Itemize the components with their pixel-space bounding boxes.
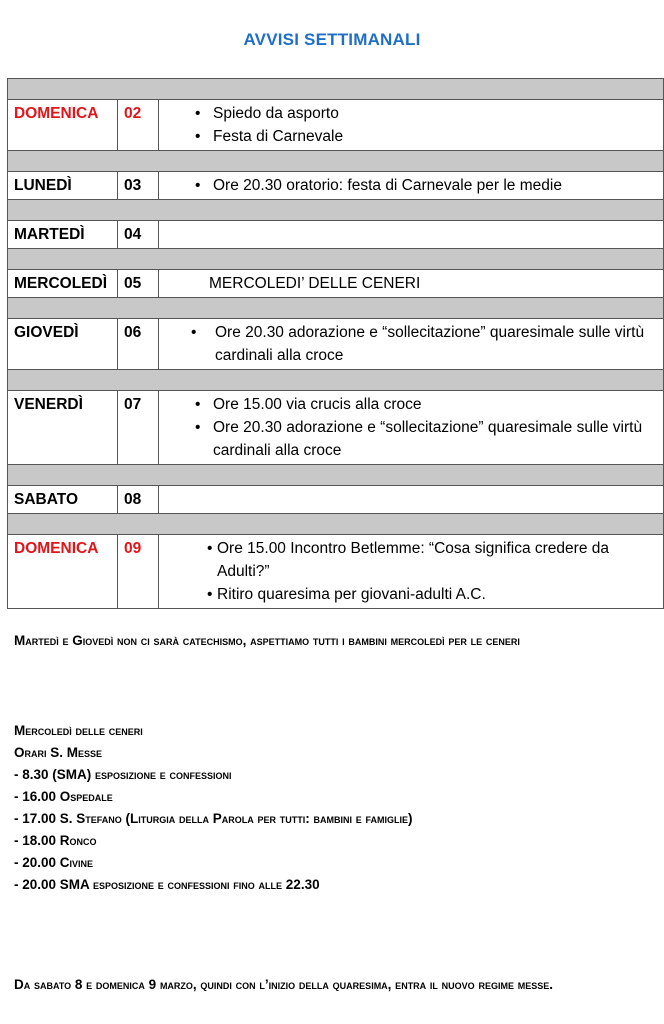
separator-row [8,151,664,172]
page-title: AVVISI SETTIMANALI [243,30,421,49]
event-item: • Ritiro quaresima per giovani-adulti A.C. [207,586,486,603]
day-number: 02 [118,100,159,151]
event-item: • Spiedo da asporto [195,105,339,122]
mass-time-line: - 18.00 Ronco [14,833,97,848]
ceneri-heading: Mercoledì delle ceneri [14,723,143,738]
event-item: • Ore 20.30 oratorio: festa di Carnevale per le medie [195,177,562,194]
separator-row [8,249,664,270]
event-item: • Festa di Carnevale [195,128,344,145]
day-name: DOMENICA [8,100,118,151]
day-name: LUNEDÌ [8,172,118,200]
event-item: • Ore 20.30 adorazione e “sollecitazione” quaresimale sulle virtù cardinali alla croce [191,324,645,364]
events-cell [159,319,664,370]
events-cell [159,535,664,609]
day-number: 06 [118,319,159,370]
day-name: MARTEDÌ [8,221,118,249]
day-number: 04 [118,221,159,249]
day-name: SABATO [8,486,118,514]
events-cell [159,172,664,200]
mass-time-line: - 20.00 Civine [14,855,94,870]
mass-time-line: - 20.00 SMA esposizione e confessioni fino alle 22.30 [14,877,320,892]
mass-time-line: - 16.00 Ospedale [14,789,113,804]
mass-time-line: - 17.00 S. Stefano (Liturgia della Parola per tutti: bambini e famiglie) [14,811,413,826]
day-number: 08 [118,486,159,514]
separator-row [8,200,664,221]
events-cell [159,221,664,249]
day-row-sabato-08 [8,486,664,514]
ceneri-subheading: Orari S. Messe [14,745,103,760]
day-number: 05 [118,270,159,298]
day-row-venerdi-07 [8,391,664,465]
day-row-giovedi-06 [8,319,664,370]
day-row-martedi-04 [8,221,664,249]
event-item: • Ore 20.30 adorazione e “sollecitazione” quaresimale sulle virtù cardinali alla croce [195,419,643,459]
event-item: • Ore 15.00 Incontro Betlemme: “Cosa significa credere da Adulti?” [207,540,609,580]
day-row-mercoledi-05 [8,270,664,298]
events-cell [159,100,664,151]
catechism-notice: Martedì e Giovedì non ci sarà catechismo, aspettiamo tutti i bambini mercoledì per le ceneri [14,633,520,648]
day-number: 07 [118,391,159,465]
events-cell [159,486,664,514]
event-item: • Ore 15.00 via crucis alla croce [195,396,422,413]
day-number: 03 [118,172,159,200]
day-name: MERCOLEDÌ [8,270,118,298]
day-row-domenica-02 [8,100,664,151]
day-name: VENERDÌ [8,391,118,465]
day-row-domenica-09 [8,535,664,609]
ash-wednesday-schedule [14,720,654,896]
separator-row [8,298,664,319]
day-row-lunedi-03 [8,172,664,200]
separator-row [8,370,664,391]
separator-row [8,79,664,100]
events-cell [159,391,664,465]
day-name: GIOVEDÌ [8,319,118,370]
separator-row [8,514,664,535]
weekly-schedule-table [7,78,664,609]
day-name: DOMENICA [8,535,118,609]
mass-time-line: - 8.30 (SMA) esposizione e confessioni [14,767,232,782]
lent-mass-regime-notice: Da sabato 8 e domenica 9 marzo, quindi con l’inizio della quaresima, entra il nuovo regime messe. [14,977,553,992]
events-cell: MERCOLEDI’ DELLE CENERI [159,270,664,298]
day-number: 09 [118,535,159,609]
separator-row [8,465,664,486]
